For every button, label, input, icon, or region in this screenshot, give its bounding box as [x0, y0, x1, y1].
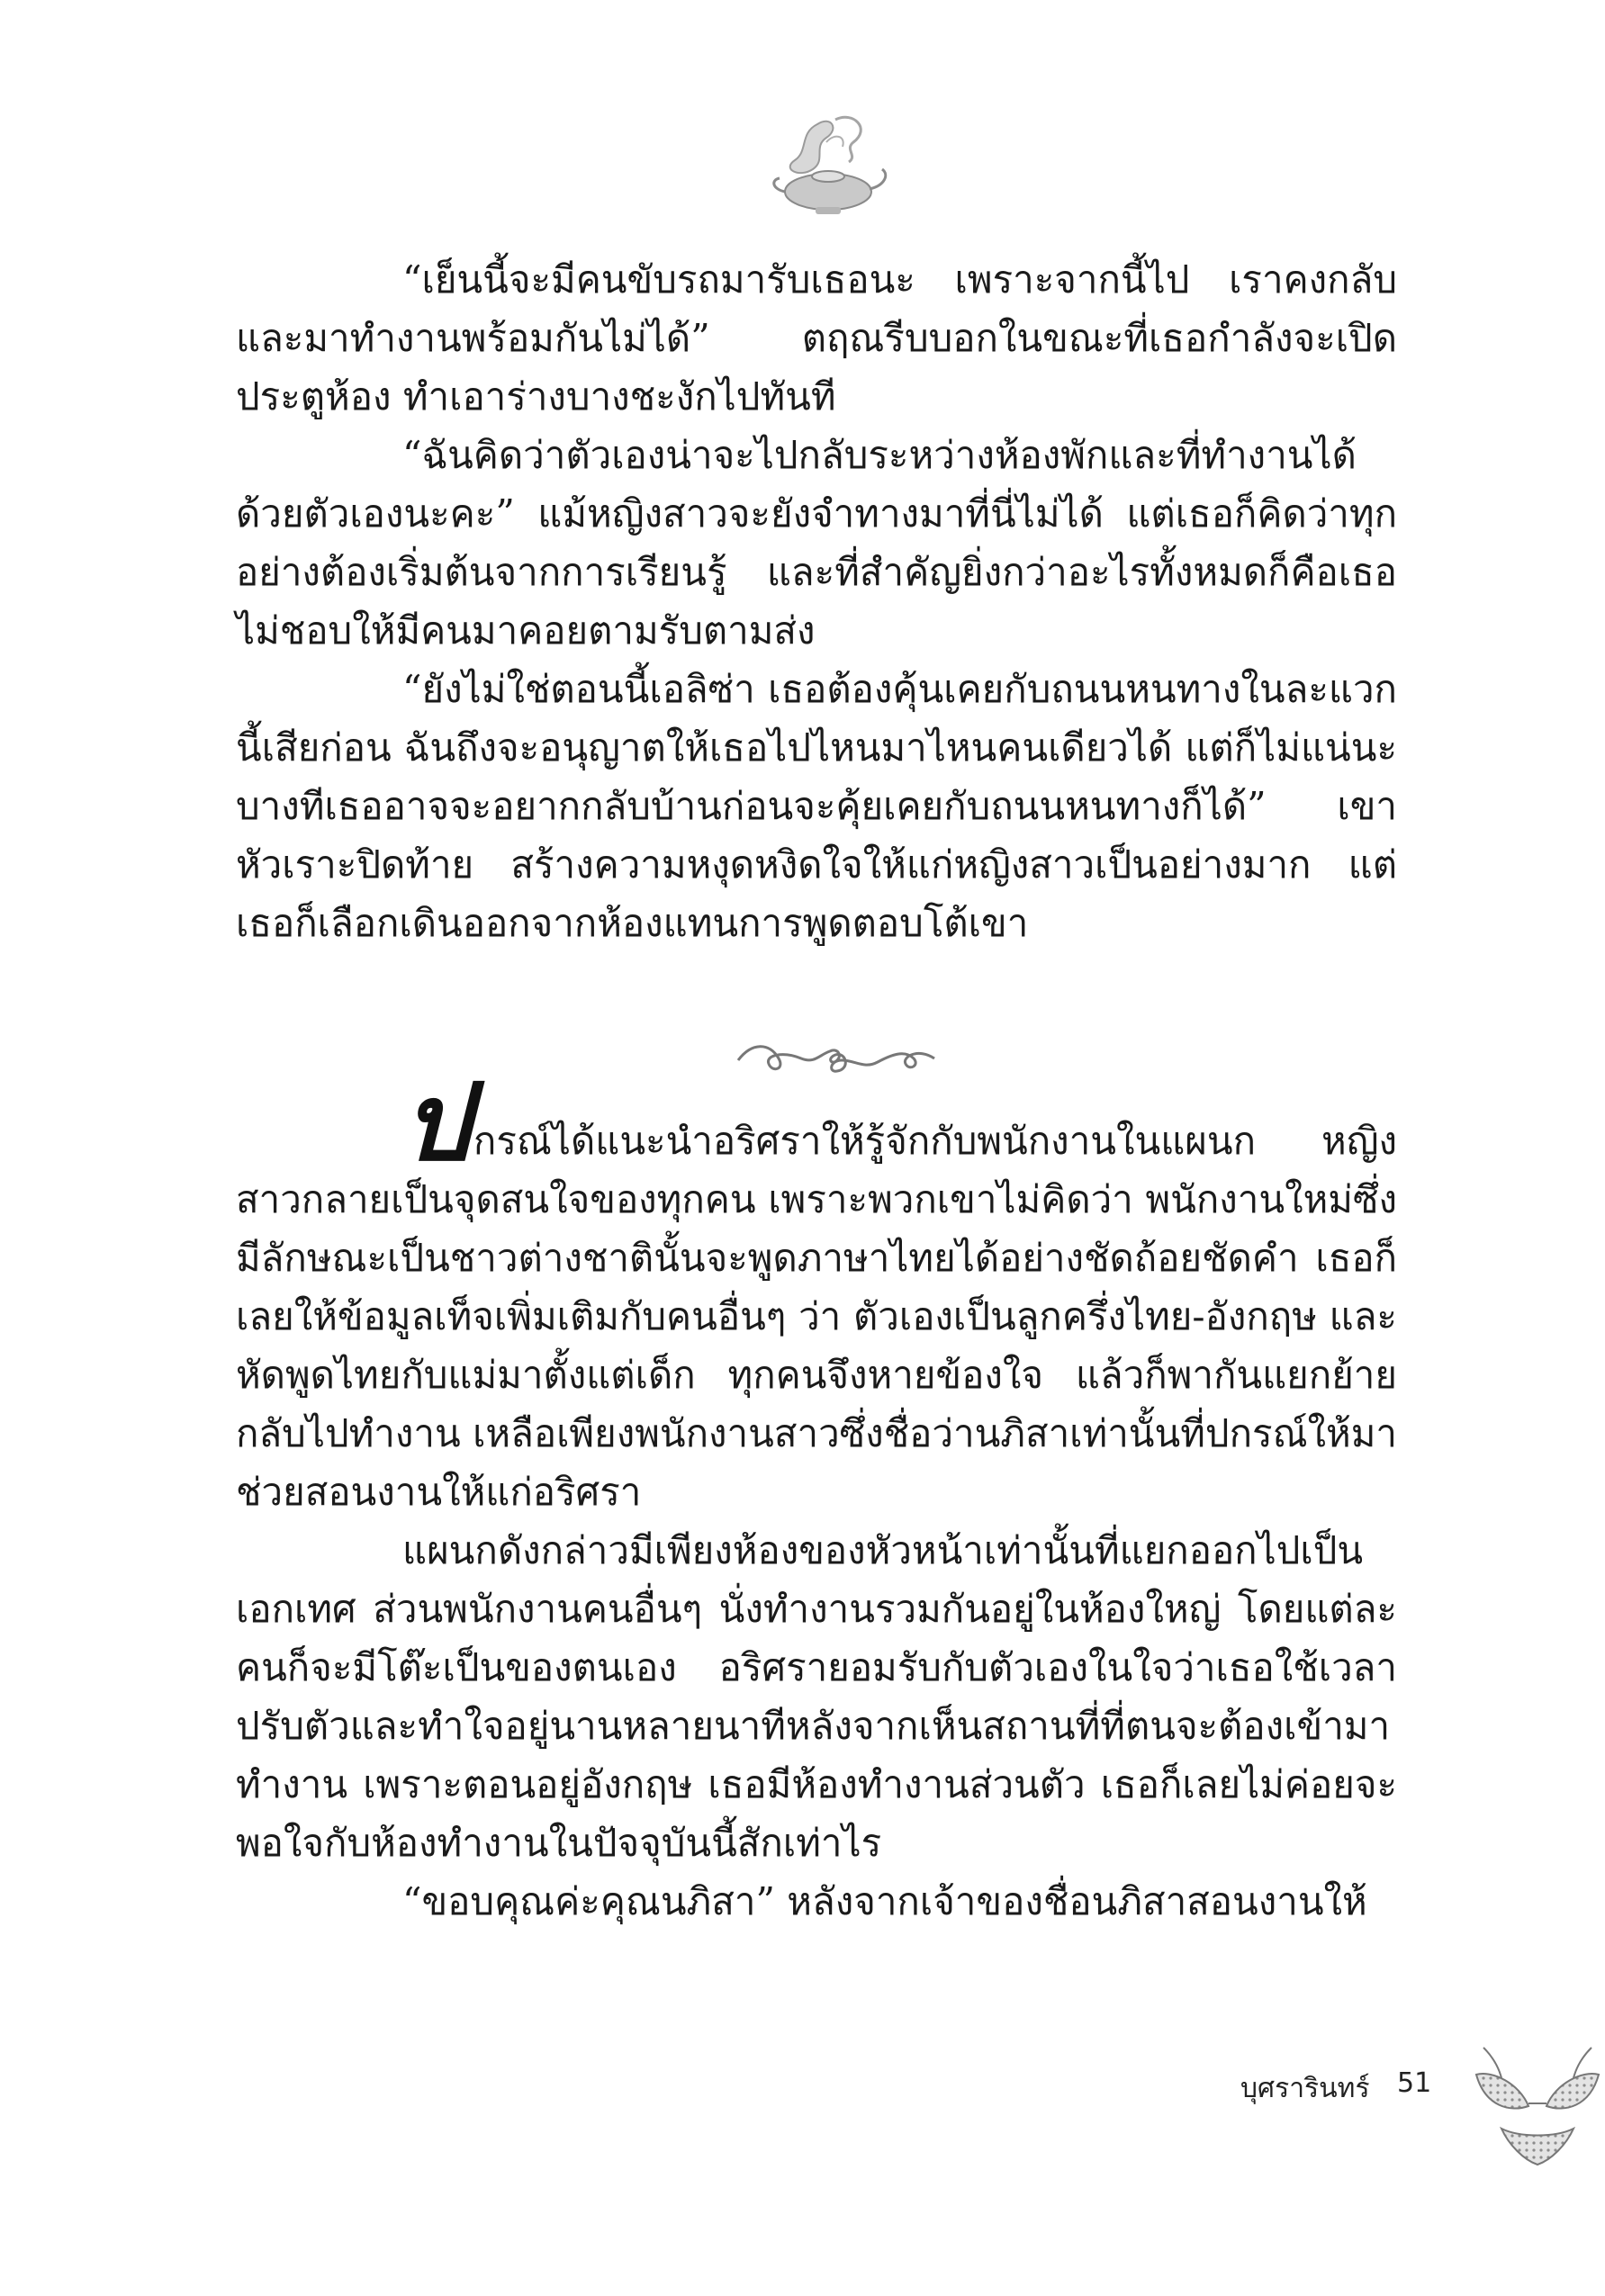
- footer-author: บุศรารินทร์: [1240, 2073, 1370, 2104]
- section-one-text: [236, 250, 1397, 952]
- first-paragraph: [236, 1059, 1397, 1521]
- paragraph: “ยังไม่ใช่ตอนนี้เอลิซ่า เธอต้องคุ้นเคยกับถนนหนทางในละแวกนี้เสียก่อน ฉันถึงจะอนุญาตให้เธอไปไหนมาไหนคนเดียวได้ แต่ก็ไม่แน่นะ บางทีเธออาจจะอยากกลับบ้านก่อนจะคุ้ยเคยกับถนนหนทางก็ได้” เขาหัวเราะปิดท้าย สร้างความหงุดหงิดใจให้แก่หญิงสาวเป็นอย่างมาก แต่เธอก็เลือกเดินออกจากห้องแทนการพูดตอบโต้เขา: [236, 667, 1397, 945]
- paragraph-rest: กรณ์ได้แนะนำอริศราให้รู้จักกับพนักงานในแผนก หญิงสาวกลายเป็นจุดสนใจของทุกคน เพราะพวกเขาไม่คิดว่า พนักงานใหม่ซึ่งมีลักษณะเป็นชาวต่างชาตินั้นจะพูดภาษาไทยได้อย่างชัดถ้อยชัดคำ เธอก็เลยให้ข้อมูลเท็จเพิ่มเติมกับคนอื่นๆ ว่า ตัวเองเป็นลูกครึ่งไทย-อังกฤษ และหัดพูดไทยกับแม่มาตั้งแต่เด็ก ทุกคนจึงหายข้องใจ แล้วก็พากันแยกย้ายกลับไปทำงาน เหลือเพียงพนักงานสาวซึ่งชื่อว่านภิสาเท่านั้นที่ปกรณ์ให้มาช่วยสอนงานให้แก่อริศรา: [236, 1119, 1397, 1514]
- paragraph: แผนกดังกล่าวมีเพียงห้องของหัวหน้าเท่านั้นที่แยกออกไปเป็นเอกเทศ ส่วนพนักงานคนอื่นๆ นั่งทำงานรวมกันอยู่ในห้องใหญ่ โดยแต่ละคนก็จะมีโต๊ะเป็นของตนเอง อริศรายอมรับกับตัวเองในใจว่าเธอใช้เวลาปรับตัวและทำใจอยู่นานหลายนาทีหลังจากเห็นสถานที่ที่ตนจะต้องเข้ามาทำงาน เพราะตอนอยู่อังกฤษ เธอมีห้องทำงานส่วนตัว เธอก็เลยไม่ค่อยจะพอใจกับห้องทำงานในปัจจุบันนี้สักเท่าไร: [236, 1528, 1397, 1865]
- paragraph: “ฉันคิดว่าตัวเองน่าจะไปกลับระหว่างห้องพักและที่ทำงานได้ด้วยตัวเองนะคะ” แม้หญิงสาวจะยังจำทางมาที่นี่ไม่ได้ แต่เธอก็คิดว่าทุกอย่างต้องเริ่มต้นจากการเรียนรู้ และที่สำคัญยิ่งกว่าอะไรทั้งหมดก็คือเธอไม่ชอบให้มีคนมาคอยตามรับตามส่ง: [236, 433, 1397, 653]
- section-two-text: [236, 1059, 1397, 1931]
- paragraph: “เย็นนี้จะมีคนขับรถมารับเธอนะ เพราะจากนี้ไป เราคงกลับและมาทำงานพร้อมกันไม่ได้” ตฤณรีบบอกในขณะที่เธอกำลังจะเปิดประตูห้อง ทำเอาร่างบางชะงักไปทันที: [236, 257, 1397, 419]
- drop-cap: ป: [402, 1059, 470, 1184]
- page-number: 51: [1397, 2067, 1432, 2099]
- flourish-divider-icon: [729, 1033, 945, 1084]
- bikini-icon: [1465, 2039, 1605, 2174]
- paragraph: “ขอบคุณค่ะคุณนภิสา” หลังจากเจ้าของชื่อนภิสาสอนงานให้: [402, 1879, 1367, 1923]
- teapot-ornament-icon: [763, 106, 898, 232]
